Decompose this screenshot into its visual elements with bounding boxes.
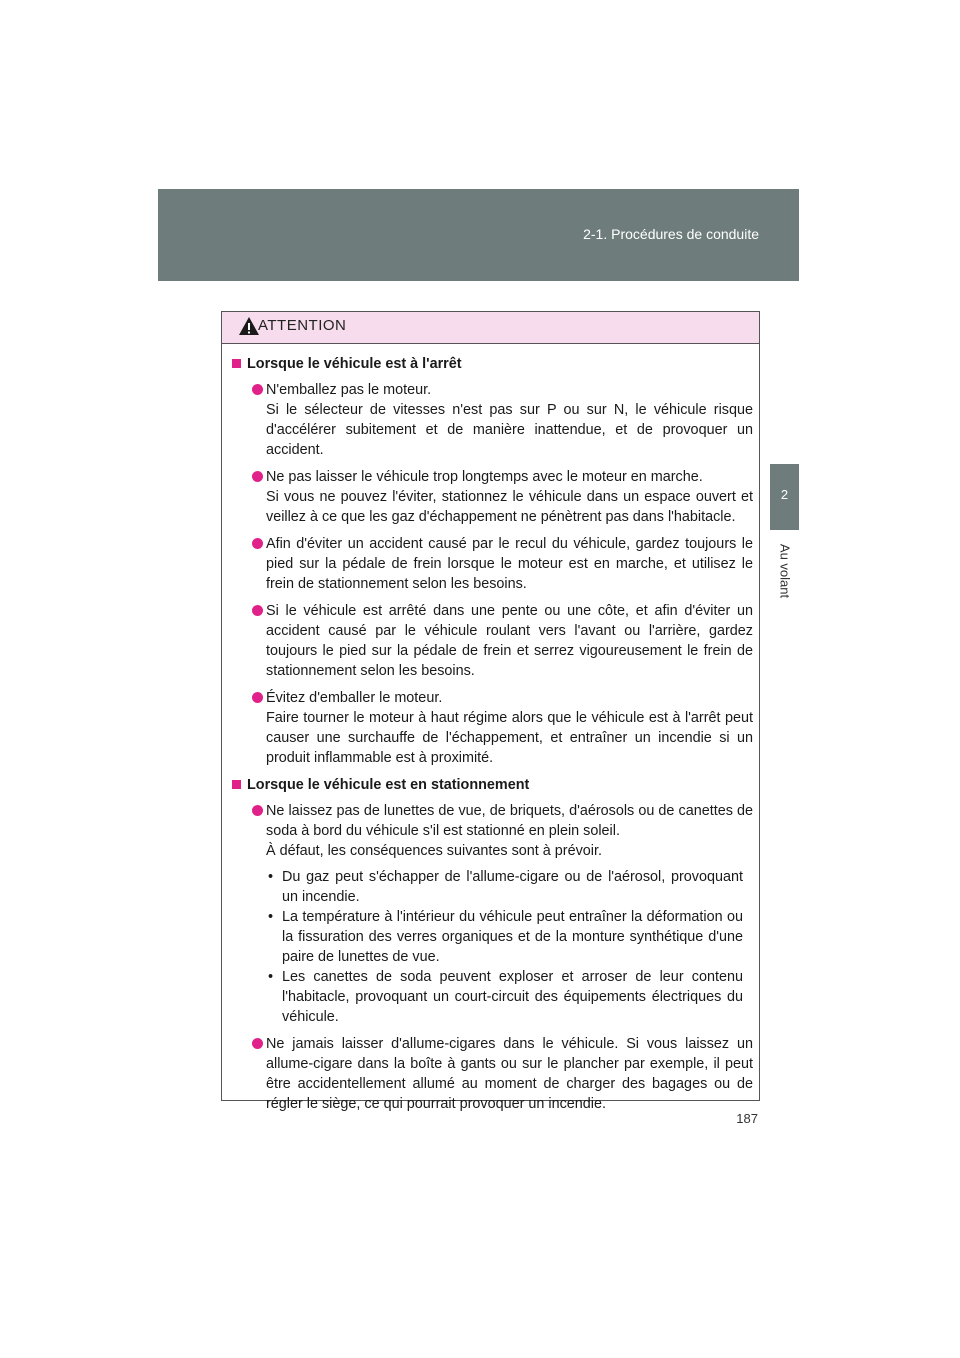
paragraph: Ne laissez pas de lunettes de vue, de briquets, d'aérosols ou de canettes de soda à bord du véhicule s'il est stationné en plein soleil. [266,803,753,839]
attention-header [222,312,759,344]
sub-list-item [266,867,753,907]
attention-label: ATTENTION [258,317,347,334]
list-item [252,380,753,460]
header-band [158,189,799,281]
round-bullet-icon [252,538,263,549]
warning-icon [238,316,260,336]
dot-bullet-icon: • [268,869,274,885]
sub-list-item-text: Les canettes de soda peuvent exploser et arroser de leur contenu l'habitacle, provoquant un court-circuit des équipements électriques du véhicule. [282,969,743,1025]
attention-box [221,311,760,1112]
paragraph: Évitez d'emballer le moteur. [266,690,443,706]
list-item [252,534,753,594]
sub-list [266,867,753,1027]
section-heading [232,775,753,795]
sub-list-item [266,967,753,1027]
paragraph: Faire tourner le moteur à haut régime alors que le véhicule est à l'arrêt peut causer une surchauffe de l'échappement, et entraîner un incendie si un produit inflammable est à proximité. [266,710,753,766]
paragraph: Si le sélecteur de vitesses n'est pas sur P ou sur N, le véhicule risque d'accélérer subitement et de manière inattendue, et de provoquer un accident. [266,402,753,458]
list-item-text [266,688,753,768]
section-heading [232,354,753,374]
list-item [252,1034,753,1114]
list-item-text [266,1034,753,1114]
paragraph: N'emballez pas le moteur. [266,382,432,398]
chapter-tab [770,464,799,530]
list-item [252,467,753,527]
attention-body [222,344,759,1114]
paragraph: À défaut, les conséquences suivantes sont à prévoir. [266,843,602,859]
list-item [252,688,753,768]
chapter-label: Au volant [777,543,792,599]
paragraph: Afin d'éviter un accident causé par le recul du véhicule, gardez toujours le pied sur la pédale de frein lorsque le moteur est en marche, et utilisez le frein de stationnement selon les besoins. [266,536,753,592]
dot-bullet-icon: • [268,909,274,925]
list-item [252,601,753,681]
section-heading-text: Lorsque le véhicule est à l'arrêt [247,356,462,372]
sub-list-item-text: Du gaz peut s'échapper de l'allume-cigare ou de l'aérosol, provoquant un incendie. [282,869,743,905]
paragraph: Si le véhicule est arrêté dans une pente ou une côte, et afin d'éviter un accident causé par le véhicule roulant vers l'avant ou l'arrière, gardez toujours le pied sur la pédale de frein et serrez vigoureusement le frein de stationnement selon les besoins. [266,603,753,679]
list-item-text [266,801,753,1027]
square-bullet-icon [232,359,241,368]
round-bullet-icon [252,605,263,616]
list-item-text [266,467,753,527]
round-bullet-icon [252,471,263,482]
page-number: 187 [736,1111,758,1126]
section-title: 2-1. Procédures de conduite [583,226,759,242]
square-bullet-icon [232,780,241,789]
round-bullet-icon [252,805,263,816]
sub-list-item-text: La température à l'intérieur du véhicule peut entraîner la déformation ou la fissuration des verres organiques et de la monture synthétique d'une paire de lunettes de vue. [282,909,743,965]
section-heading-text: Lorsque le véhicule est en stationnement [247,777,530,793]
paragraph: Ne jamais laisser d'allume-cigares dans le véhicule. Si vous laissez un allume-cigare dans la boîte à gants ou sur le plancher par exemple, il peut être accidentellement allumé au moment de charger des bagages ou de régler le siège, ce qui pourrait provoquer un incendie. [266,1036,753,1112]
chapter-label-tab [770,530,799,612]
sub-list-item [266,907,753,967]
paragraph: Ne pas laisser le véhicule trop longtemps avec le moteur en marche. [266,469,703,485]
list-item-text [266,601,753,681]
list-item-text [266,534,753,594]
dot-bullet-icon: • [268,969,274,985]
round-bullet-icon [252,1038,263,1049]
paragraph: Si vous ne pouvez l'éviter, stationnez le véhicule dans un espace ouvert et veillez à ce que les gaz d'échappement ne pénètrent pas dans l'habitacle. [266,489,753,525]
chapter-number: 2 [780,487,789,502]
round-bullet-icon [252,384,263,395]
list-item-text [266,380,753,460]
list-item [252,801,753,1027]
round-bullet-icon [252,692,263,703]
